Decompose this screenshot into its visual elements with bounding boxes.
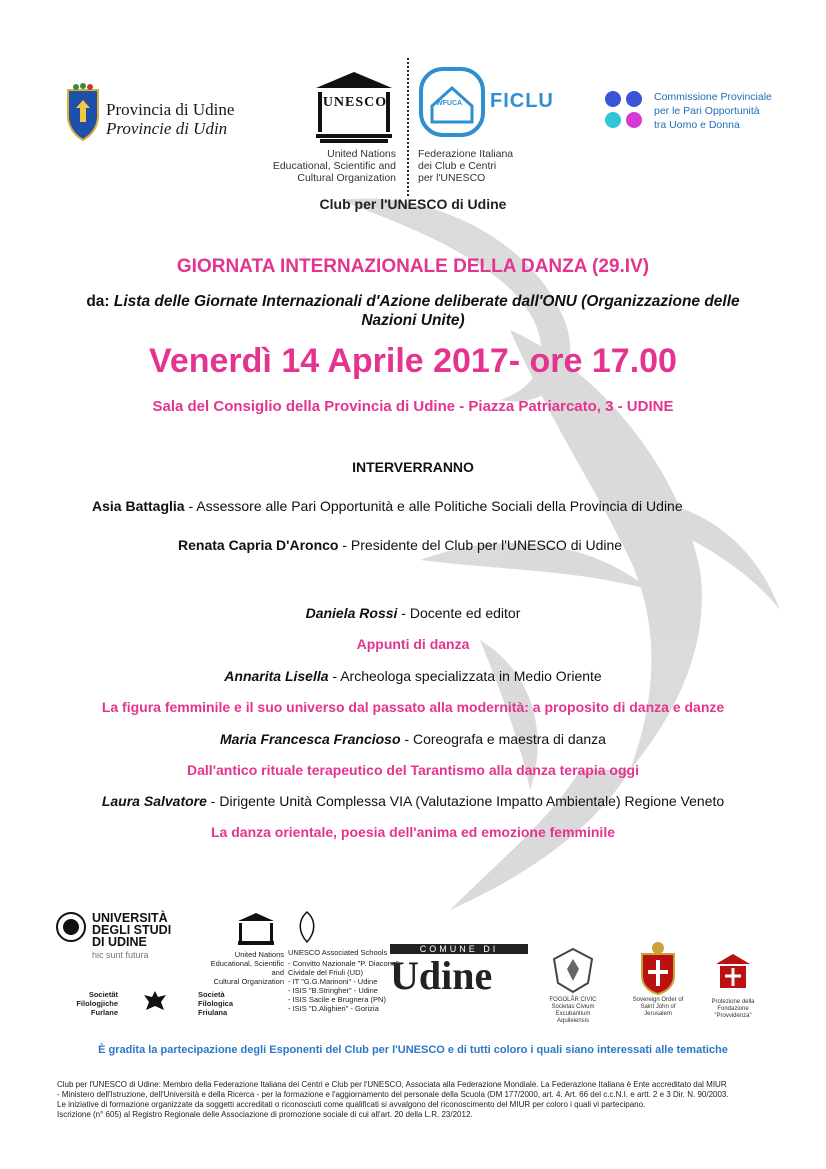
sovereign-order-caption: Sovereign Order of Saint John of Jerusalem: [632, 997, 684, 1017]
talk-3-title: Dall'antico rituale terapeutico del Tarantismo alla danza terapia oggi: [187, 762, 639, 778]
fogolar-crest-icon: [548, 945, 598, 995]
speaker-2: Renata Capria D'Aronco - Presidente del Club per l'UNESCO di Udine: [178, 537, 623, 553]
participation-note: È gradita la partecipazione degli Esponenti del Club per l'UNESCO e di tutti coloro i quali siano interessati alle tematiche: [98, 1044, 728, 1056]
event-venue: Sala del Consiglio della Provincia di Udine - Piazza Patriarcato, 3 - UDINE: [152, 398, 674, 415]
uniud-name: UNIVERSITÀ DEGLI STUDI DI UDINE: [92, 911, 172, 949]
asp-school-list: - Convitto Nazionale "P. Diacono" Cividale del Friuli (UD) - IT "G.G.Marinoni" - Udine - ISIS "B.Stringher" - Udine - ISIS Sacile e Brugnera (PN) - ISIS "D.Alighieri" - Gorizia: [288, 959, 399, 1013]
sfilologica-name: Società Filologica Friulana: [198, 990, 234, 1017]
asp-leaf-icon: [292, 910, 322, 944]
talk-2-speaker: Annarita Lisella - Archeologa specializzata in Medio Oriente: [224, 668, 602, 684]
talk-4-title: La danza orientale, poesia dell'anima ed emozione femminile: [211, 824, 615, 840]
commissione-dots-icon: [604, 90, 644, 130]
sfilologiche-name: Societât Filologjiche Furlane: [76, 990, 118, 1017]
eagle-icon: [142, 988, 168, 1014]
commissione-caption: Commissione Provinciale per le Pari Opportunità tra Uomo e Donna: [654, 91, 772, 131]
uniud-motto: hic sunt futura: [92, 950, 149, 960]
fogolar-caption: FOGOLÂR CIVIC Societas Civium Excubantium Aquileiensis: [549, 997, 597, 1024]
unesco-caption: United Nations Educational, Scientific and Cultural Organization: [272, 148, 396, 184]
unesco-small-caption: United Nations Educational, Scientific and Cultural Organization: [210, 950, 284, 986]
event-title: GIORNATA INTERNAZIONALE DELLA DANZA (29.IV): [176, 256, 650, 277]
talk-4-speaker: Laura Salvatore - Dirigente Unità Complessa VIA (Valutazione Impatto Ambientale) Regione Veneto: [101, 793, 725, 809]
ficlu-wordmark: FICLU: [490, 90, 554, 112]
speaker-1: Asia Battaglia - Assessore alle Pari Opportunità e alle Politiche Sociali della Provincia di Udine: [92, 498, 683, 514]
ficlu-caption: Federazione Italiana dei Club e Centri per l'UNESCO: [418, 148, 514, 184]
logo-divider: [407, 58, 409, 196]
provvidenza-crest-icon: [710, 952, 756, 996]
unesco-small-temple-icon: [236, 912, 276, 946]
provvidenza-caption: Protezione della Fondazione "Provvidenza": [711, 999, 755, 1019]
club-name: Club per l'UNESCO di Udine: [319, 196, 507, 212]
talk-3-speaker: Maria Francesca Francioso - Coreografa e maestra di danza: [220, 731, 606, 747]
provincia-name: Provincia di Udine: [106, 100, 235, 119]
interverranno-heading: INTERVERRANNO: [352, 459, 474, 475]
event-subtitle: da: Lista delle Giornate Internazionali d'Azione deliberate dall'ONU (Organizzazione delle Nazioni Unite): [86, 293, 740, 329]
sovereign-order-crest-icon: [634, 940, 682, 996]
provincia-crest-icon: [64, 82, 102, 142]
unesco-wordmark: UNESCO: [322, 95, 388, 110]
talk-1-title: Appunti di danza: [356, 636, 470, 652]
ficlu-badge: WFUCA: [436, 100, 463, 107]
comune-logo: COMUNE DI Udine: [390, 944, 528, 1006]
uniud-seal-icon: [56, 912, 86, 942]
asp-title: UNESCO Associated Schools: [288, 948, 388, 957]
event-date: Venerdì 14 Aprile 2017- ore 17.00: [149, 342, 677, 380]
talk-2-title: La figura femminile e il suo universo dal passato alla modernità: a proposito di danza e danze: [101, 699, 725, 715]
provincia-name-furlan: Provincie di Udin: [106, 119, 228, 138]
legal-notice: Club per l'UNESCO di Udine: Membro della Federazione Italiana dei Centri e Club per l'UNESCO, Associata alla Federazione Mondiale. La Federazione Italiana è Ente accreditato dal MIUR - Ministero dell'Istruzione, dell'Università e della Ricerca - per la formazione e l'aggiornamento del personale della Scuola (DM 177/2000, art. 4. Art. 66 del c.c.N.I. e artt. 2 e 3 Dir. N. 90/2003. Le iniziative di formazione organizzate da soggetti accreditati o riconosciuti come qualificati si avvalgono del riconoscimento del MIUR per coloro i quali vi partecipano. Iscrizione (n° 605) al Registro Regionale delle Associazione di promozione sociale di cui all'art. 20 della L.R. 23/2012.: [57, 1080, 729, 1119]
talk-1-speaker: Daniela Rossi - Docente ed editor: [305, 605, 521, 621]
